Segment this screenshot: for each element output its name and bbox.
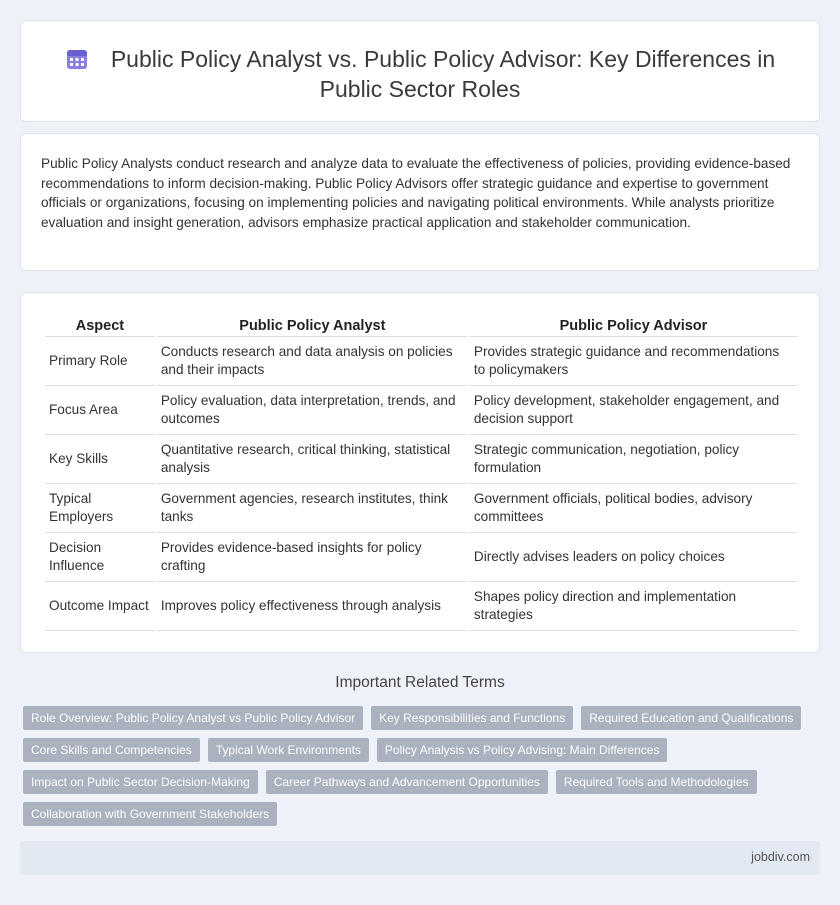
aspect-cell: Key Skills [45,435,155,484]
page-title-block [51,44,789,104]
intro-card [20,133,820,271]
table-row [45,435,797,484]
analyst-cell: Improves policy effectiveness through analysis [157,582,468,631]
related-term-tag[interactable]: Core Skills and Competencies [23,738,200,762]
related-terms-list [23,706,803,826]
analyst-cell: Conducts research and data analysis on policies and their impacts [157,337,468,386]
header-analyst: Public Policy Analyst [157,315,468,337]
related-term-tag[interactable]: Collaboration with Government Stakeholders [23,802,277,826]
related-term-tag[interactable]: Typical Work Environments [208,738,369,762]
comparison-table [43,315,799,631]
header-advisor: Public Policy Advisor [470,315,797,337]
table-header-row [45,315,797,337]
title-card [20,20,820,122]
header-aspect: Aspect [45,315,155,337]
advisor-cell: Policy development, stakeholder engagement, and decision support [470,386,797,435]
related-term-tag[interactable]: Required Education and Qualifications [581,706,801,730]
analyst-cell: Quantitative research, critical thinking, statistical analysis [157,435,468,484]
advisor-cell: Directly advises leaders on policy choices [470,533,797,582]
table-row [45,386,797,435]
advisor-cell: Strategic communication, negotiation, policy formulation [470,435,797,484]
related-term-tag[interactable]: Role Overview: Public Policy Analyst vs Public Policy Advisor [23,706,363,730]
analyst-cell: Policy evaluation, data interpretation, trends, and outcomes [157,386,468,435]
related-term-tag[interactable]: Career Pathways and Advancement Opportunities [266,770,548,794]
aspect-cell: Primary Role [45,337,155,386]
advisor-cell: Provides strategic guidance and recommendations to policymakers [470,337,797,386]
advisor-cell: Shapes policy direction and implementation strategies [470,582,797,631]
calendar-icon [65,47,89,71]
page-title: Public Policy Analyst vs. Public Policy Advisor: Key Differences in Public Sector Roles [110,46,776,102]
aspect-cell: Typical Employers [45,484,155,533]
advisor-cell: Government officials, political bodies, advisory committees [470,484,797,533]
related-term-tag[interactable]: Key Responsibilities and Functions [371,706,573,730]
related-term-tag[interactable]: Policy Analysis vs Policy Advising: Main Differences [377,738,668,762]
table-row [45,484,797,533]
related-terms-title: Important Related Terms [335,674,505,691]
footer-site-link[interactable]: jobdiv.com [751,850,810,864]
footer [20,841,820,875]
aspect-cell: Decision Influence [45,533,155,582]
related-term-tag[interactable]: Impact on Public Sector Decision-Making [23,770,258,794]
table-row [45,533,797,582]
table-row [45,337,797,386]
table-row [45,582,797,631]
related-term-tag[interactable]: Required Tools and Methodologies [556,770,757,794]
analyst-cell: Government agencies, research institutes, think tanks [157,484,468,533]
aspect-cell: Outcome Impact [45,582,155,631]
intro-paragraph: Public Policy Analysts conduct research and analyze data to evaluate the effectiveness of policies, providing evidence-based recommendations to inform decision-making. Public Policy Advisors offer strategic guidance and expertise to government officials or organizations, focusing on implementing policies and navigating political environments. While analysts prioritize evaluation and insight generation, advisors emphasize practical application and stakeholder communication. [41,156,791,230]
comparison-table-card [20,292,820,653]
aspect-cell: Focus Area [45,386,155,435]
analyst-cell: Provides evidence-based insights for policy crafting [157,533,468,582]
